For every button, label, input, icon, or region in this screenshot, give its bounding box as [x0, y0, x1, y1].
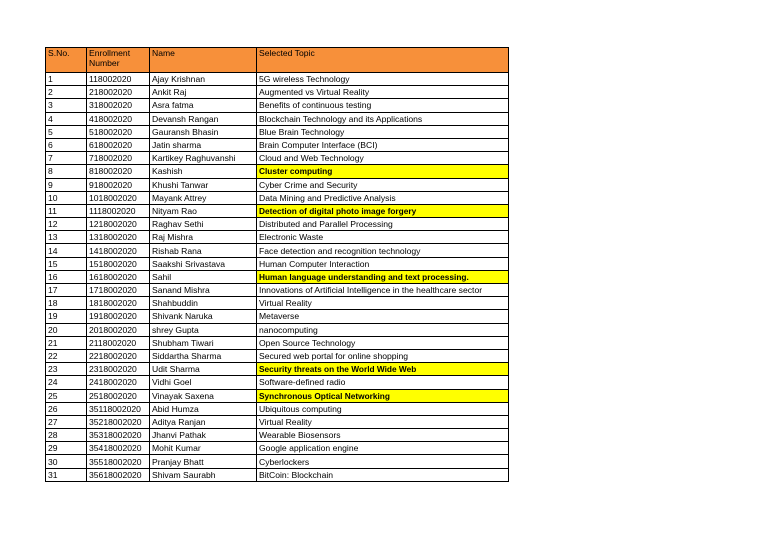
table-row [46, 244, 509, 257]
cell-sno: 6 [46, 138, 87, 151]
table-row [46, 178, 509, 191]
cell-sno: 2 [46, 86, 87, 99]
cell-enrollment: 1618002020 [87, 270, 150, 283]
cell-enrollment: 1118002020 [87, 204, 150, 217]
cell-enrollment: 1418002020 [87, 244, 150, 257]
cell-sno: 14 [46, 244, 87, 257]
table-row [46, 204, 509, 217]
cell-enrollment: 35618002020 [87, 468, 150, 481]
header-row [46, 48, 509, 73]
cell-sno: 12 [46, 218, 87, 231]
cell-enrollment: 2318002020 [87, 363, 150, 376]
cell-sno: 30 [46, 455, 87, 468]
cell-name: Nityam Rao [150, 204, 257, 217]
table-row [46, 270, 509, 283]
cell-topic: Data Mining and Predictive Analysis [257, 191, 509, 204]
topic-table [45, 47, 509, 482]
cell-topic: Brain Computer Interface (BCI) [257, 138, 509, 151]
table-row [46, 455, 509, 468]
table-row [46, 429, 509, 442]
cell-name: Vinayak Saxena [150, 389, 257, 402]
table-row [46, 86, 509, 99]
cell-enrollment: 1818002020 [87, 297, 150, 310]
cell-sno: 28 [46, 429, 87, 442]
cell-enrollment: 818002020 [87, 165, 150, 178]
cell-enrollment: 618002020 [87, 138, 150, 151]
cell-topic: Augmented vs Virtual Reality [257, 86, 509, 99]
cell-sno: 5 [46, 125, 87, 138]
table-row [46, 323, 509, 336]
cell-name: Sanand Mishra [150, 284, 257, 297]
cell-name: Mohit Kumar [150, 442, 257, 455]
cell-sno: 19 [46, 310, 87, 323]
cell-topic: Google application engine [257, 442, 509, 455]
cell-enrollment: 1518002020 [87, 257, 150, 270]
table-row [46, 73, 509, 86]
table-row [46, 336, 509, 349]
cell-topic: Innovations of Artificial Intelligence in the healthcare sector [257, 284, 509, 297]
cell-name: Raj Mishra [150, 231, 257, 244]
cell-sno: 25 [46, 389, 87, 402]
cell-name: Devansh Rangan [150, 112, 257, 125]
cell-enrollment: 2018002020 [87, 323, 150, 336]
cell-sno: 16 [46, 270, 87, 283]
table-body [46, 73, 509, 482]
cell-topic: Blue Brain Technology [257, 125, 509, 138]
cell-sno: 23 [46, 363, 87, 376]
cell-topic: 5G wireless Technology [257, 73, 509, 86]
cell-enrollment: 718002020 [87, 152, 150, 165]
cell-name: Shahbuddin [150, 297, 257, 310]
header-topic: Selected Topic [257, 48, 509, 73]
table-row [46, 389, 509, 402]
cell-name: Aditya Ranjan [150, 415, 257, 428]
cell-sno: 4 [46, 112, 87, 125]
cell-sno: 1 [46, 73, 87, 86]
table-row [46, 152, 509, 165]
cell-name: Sahil [150, 270, 257, 283]
cell-sno: 3 [46, 99, 87, 112]
cell-enrollment: 2518002020 [87, 389, 150, 402]
table-row [46, 218, 509, 231]
cell-sno: 20 [46, 323, 87, 336]
cell-enrollment: 35518002020 [87, 455, 150, 468]
table-row [46, 191, 509, 204]
cell-sno: 24 [46, 376, 87, 389]
header-name: Name [150, 48, 257, 73]
cell-name: Shivam Saurabh [150, 468, 257, 481]
cell-sno: 29 [46, 442, 87, 455]
cell-name: Asra fatma [150, 99, 257, 112]
cell-sno: 31 [46, 468, 87, 481]
cell-name: Vidhi Goel [150, 376, 257, 389]
cell-topic: Security threats on the World Wide Web [257, 363, 509, 376]
cell-enrollment: 35118002020 [87, 402, 150, 415]
cell-enrollment: 35318002020 [87, 429, 150, 442]
cell-sno: 26 [46, 402, 87, 415]
cell-enrollment: 2118002020 [87, 336, 150, 349]
cell-name: Siddartha Sharma [150, 349, 257, 362]
cell-name: Raghav Sethi [150, 218, 257, 231]
cell-name: Khushi Tanwar [150, 178, 257, 191]
cell-sno: 15 [46, 257, 87, 270]
cell-topic: Virtual Reality [257, 415, 509, 428]
cell-topic: Secured web portal for online shopping [257, 349, 509, 362]
cell-topic: Face detection and recognition technology [257, 244, 509, 257]
cell-topic: Synchronous Optical Networking [257, 389, 509, 402]
table-row [46, 310, 509, 323]
cell-sno: 27 [46, 415, 87, 428]
cell-topic: Cluster computing [257, 165, 509, 178]
table-row [46, 297, 509, 310]
cell-topic: Open Source Technology [257, 336, 509, 349]
cell-topic: Cloud and Web Technology [257, 152, 509, 165]
cell-enrollment: 418002020 [87, 112, 150, 125]
cell-topic: Benefits of continuous testing [257, 99, 509, 112]
table-row [46, 99, 509, 112]
cell-topic: nanocomputing [257, 323, 509, 336]
cell-topic: Human Computer Interaction [257, 257, 509, 270]
table-row [46, 112, 509, 125]
cell-enrollment: 1018002020 [87, 191, 150, 204]
cell-enrollment: 2218002020 [87, 349, 150, 362]
table-row [46, 165, 509, 178]
cell-name: Gauransh Bhasin [150, 125, 257, 138]
table-row [46, 284, 509, 297]
cell-topic: Blockchain Technology and its Applications [257, 112, 509, 125]
cell-name: Kashish [150, 165, 257, 178]
cell-name: Jatin sharma [150, 138, 257, 151]
cell-topic: Detection of digital photo image forgery [257, 204, 509, 217]
cell-enrollment: 1918002020 [87, 310, 150, 323]
cell-enrollment: 35218002020 [87, 415, 150, 428]
cell-name: Saakshi Srivastava [150, 257, 257, 270]
table-row [46, 442, 509, 455]
cell-topic: Human language understanding and text processing. [257, 270, 509, 283]
cell-name: Mayank Attrey [150, 191, 257, 204]
cell-name: Shivank Naruka [150, 310, 257, 323]
table-row [46, 415, 509, 428]
cell-sno: 9 [46, 178, 87, 191]
cell-enrollment: 918002020 [87, 178, 150, 191]
cell-sno: 7 [46, 152, 87, 165]
cell-name: Rishab Rana [150, 244, 257, 257]
cell-name: Udit Sharma [150, 363, 257, 376]
table-row [46, 138, 509, 151]
cell-sno: 18 [46, 297, 87, 310]
cell-name: Kartikey Raghuvanshi [150, 152, 257, 165]
cell-enrollment: 218002020 [87, 86, 150, 99]
cell-sno: 13 [46, 231, 87, 244]
cell-enrollment: 518002020 [87, 125, 150, 138]
cell-name: Abid Humza [150, 402, 257, 415]
cell-topic: Software-defined radio [257, 376, 509, 389]
cell-sno: 8 [46, 165, 87, 178]
table-row [46, 468, 509, 481]
cell-topic: Metaverse [257, 310, 509, 323]
cell-name: Ankit Raj [150, 86, 257, 99]
cell-name: Jhanvi Pathak [150, 429, 257, 442]
cell-enrollment: 2418002020 [87, 376, 150, 389]
table-row [46, 349, 509, 362]
cell-topic: Cyberlockers [257, 455, 509, 468]
cell-topic: Distributed and Parallel Processing [257, 218, 509, 231]
cell-topic: Electronic Waste [257, 231, 509, 244]
cell-enrollment: 35418002020 [87, 442, 150, 455]
cell-enrollment: 118002020 [87, 73, 150, 86]
table-row [46, 402, 509, 415]
cell-enrollment: 1218002020 [87, 218, 150, 231]
cell-topic: BitCoin: Blockchain [257, 468, 509, 481]
table-row [46, 125, 509, 138]
cell-sno: 10 [46, 191, 87, 204]
cell-name: Pranjay Bhatt [150, 455, 257, 468]
header-sno: S.No. [46, 48, 87, 73]
cell-enrollment: 1318002020 [87, 231, 150, 244]
cell-topic: Ubiquitous computing [257, 402, 509, 415]
cell-sno: 11 [46, 204, 87, 217]
table-row [46, 257, 509, 270]
cell-sno: 17 [46, 284, 87, 297]
table-row [46, 376, 509, 389]
cell-topic: Cyber Crime and Security [257, 178, 509, 191]
cell-sno: 21 [46, 336, 87, 349]
cell-name: Ajay Krishnan [150, 73, 257, 86]
cell-name: shrey Gupta [150, 323, 257, 336]
cell-enrollment: 1718002020 [87, 284, 150, 297]
cell-enrollment: 318002020 [87, 99, 150, 112]
cell-name: Shubham Tiwari [150, 336, 257, 349]
header-enrollment: Enrollment Number [87, 48, 150, 73]
cell-sno: 22 [46, 349, 87, 362]
table-row [46, 231, 509, 244]
cell-topic: Wearable Biosensors [257, 429, 509, 442]
table-row [46, 363, 509, 376]
cell-topic: Virtual Reality [257, 297, 509, 310]
